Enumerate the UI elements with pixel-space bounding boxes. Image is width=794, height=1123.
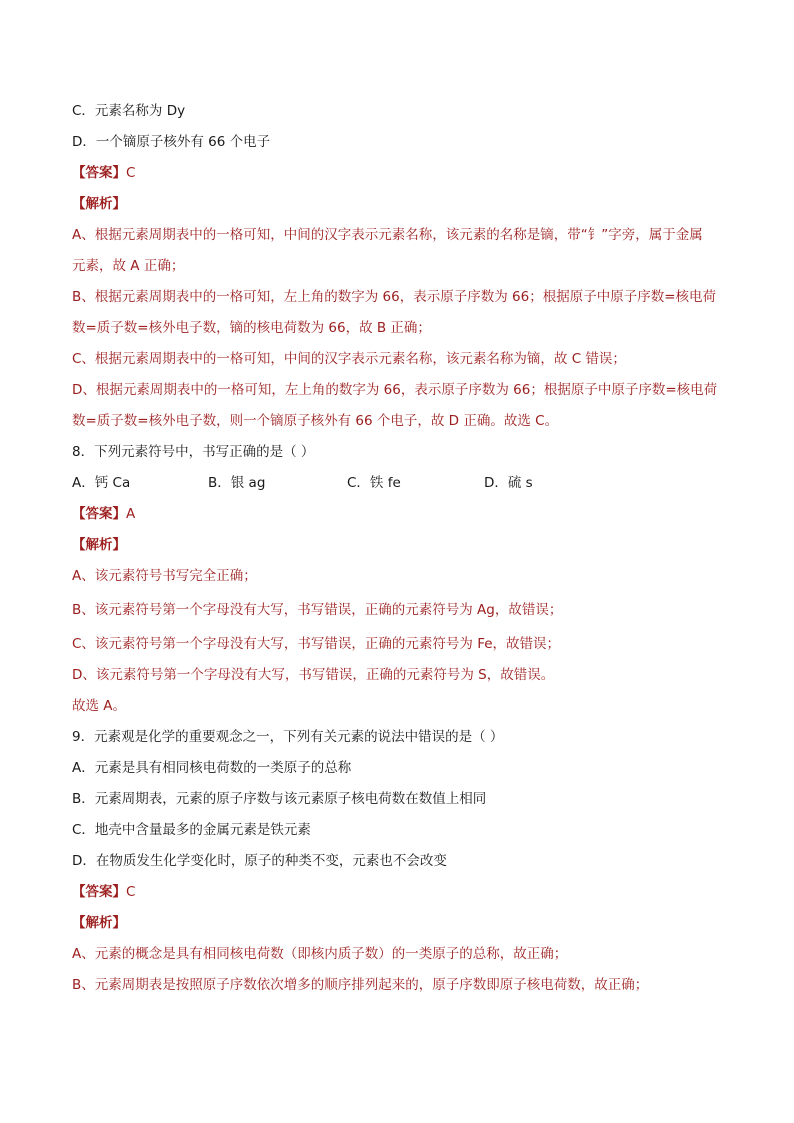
document-page (72, 96, 732, 1001)
q8-analysis-line: C、该元素符号第一个字母没有大写，书写错误，正确的元素符号为 Fe，故错误； (72, 636, 561, 652)
q7-analysis-label (72, 189, 732, 220)
q7-analysis-line: 数=质子数=核外电子数，则一个镝原子核外有 66 个电子，故 D 正确。故选 C。 (72, 413, 559, 429)
q7-option-d: D．一个镝原子核外有 66 个电子 (72, 134, 271, 150)
q8-option: C．铁 fe (347, 475, 401, 491)
answer-value: A (126, 506, 136, 522)
answer-label: 【答案】 (72, 506, 126, 522)
analysis-label: 【解析】 (72, 196, 126, 212)
q7-option-c: C．元素名称为 Dy (72, 103, 186, 119)
q8-option: D．硫 s (484, 475, 533, 491)
q9-analysis-line: B、元素周期表是按照原子序数依次增多的顺序排列起来的，原子序数即原子核电荷数，故正确； (72, 977, 649, 993)
q7-analysis-line: B、根据元素周期表中的一格可知，左上角的数字为 66，表示原子序数为 66；根据原子中原子序数=核电荷 (72, 289, 717, 305)
q9-option: C．地壳中含量最多的金属元素是铁元素 (72, 822, 311, 838)
q7-analysis-line: D、根据元素周期表中的一格可知，左上角的数字为 66，表示原子序数为 66；根据原子中原子序数=核电荷 (72, 382, 718, 398)
q7-analysis-line: C、根据元素周期表中的一格可知，中间的汉字表示元素名称，该元素名称为镝，故 C 错误； (72, 351, 626, 367)
q9-analysis-label (72, 908, 732, 939)
q8-answer (72, 499, 732, 530)
q8-options (72, 468, 732, 499)
q8-option: A．钙 Ca (72, 475, 131, 491)
q8-analysis-line: D、该元素符号第一个字母没有大写，书写错误，正确的元素符号为 S，故错误。 (72, 667, 555, 683)
q7-analysis-line: A、根据元素周期表中的一格可知，中间的汉字表示元素名称，该元素的名称是镝，带“钅”字旁，属于金属 (72, 227, 703, 243)
q9-option: A．元素是具有相同核电荷数的一类原子的总称 (72, 760, 352, 776)
q9-option: D．在物质发生化学变化时，原子的种类不变，元素也不会改变 (72, 853, 447, 869)
analysis-label: 【解析】 (72, 915, 126, 931)
q9-answer (72, 877, 732, 908)
q8-analysis-line: B、该元素符号第一个字母没有大写，书写错误，正确的元素符号为 Ag，故错误； (72, 602, 563, 618)
q8-conclusion: 故选 A。 (72, 698, 127, 714)
q9-analysis-line: A、元素的概念是具有相同核电荷数（即核内质子数）的一类原子的总称，故正确； (72, 946, 568, 962)
answer-value: C (126, 884, 136, 900)
q7-answer (72, 158, 732, 189)
answer-label: 【答案】 (72, 884, 126, 900)
q9-question: 9．元素观是化学的重要观念之一，下列有关元素的说法中错误的是（ ） (72, 729, 504, 745)
q9-option: B．元素周期表，元素的原子序数与该元素原子核电荷数在数值上相同 (72, 791, 487, 807)
answer-value: C (126, 165, 136, 181)
q8-question: 8．下列元素符号中，书写正确的是（ ） (72, 444, 315, 460)
q8-analysis-line: A、该元素符号书写完全正确； (72, 568, 257, 584)
q7-analysis-line: 元素，故 A 正确； (72, 258, 185, 274)
q8-option: B．银 ag (208, 475, 266, 491)
answer-label: 【答案】 (72, 165, 126, 181)
q7-analysis-line: 数=质子数=核外电子数，镝的核电荷数为 66，故 B 正确； (72, 320, 431, 336)
q8-analysis-label (72, 530, 732, 561)
analysis-label: 【解析】 (72, 537, 126, 553)
